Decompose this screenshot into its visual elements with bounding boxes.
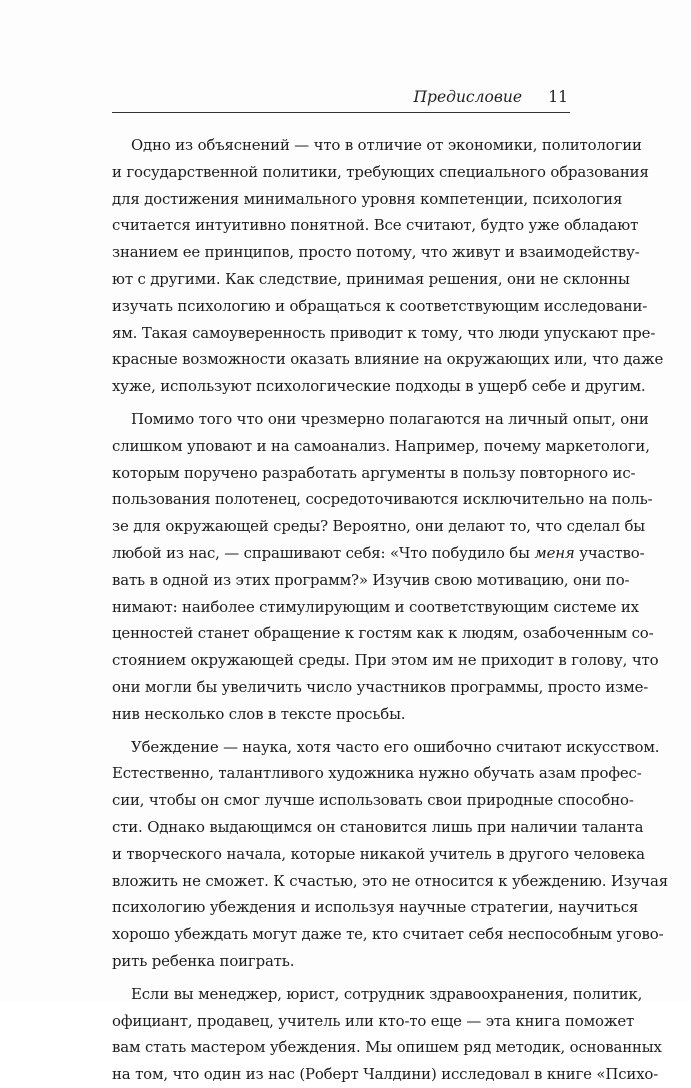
text-line: изучать психологию и обращаться к соответствующим исследовани- bbox=[112, 296, 648, 315]
text-line: сти. Однако выдающимся он становится лишь при наличии таланта bbox=[112, 817, 644, 836]
text-line: официант, продавец, учитель или кто-то еще — эта книга поможет bbox=[112, 1011, 635, 1030]
text-line: ям. Такая самоуверенность приводит к тому, что люди упускают пре- bbox=[112, 323, 656, 342]
text-line: хуже, используют психологические подходы в ущерб себе и другим. bbox=[112, 377, 646, 396]
text-line: на том, что один из нас (Роберт Чалдини) исследовал в книге «Психо- bbox=[112, 1065, 659, 1084]
page-header bbox=[112, 86, 570, 114]
text-line: нимают: наиболее стимулирующим и соответствующим системе их bbox=[112, 597, 639, 616]
text-line: ют с другими. Как следствие, принимая решения, они не склонны bbox=[112, 269, 630, 288]
text-line: вложить не сможет. К счастью, это не относится к убеждению. Изучая bbox=[112, 871, 668, 890]
text-line: нив несколько слов в тексте просьбы. bbox=[112, 704, 406, 723]
text-line: и творческого начала, которые никакой учитель в другого человека bbox=[112, 844, 645, 863]
text-line: рить ребенка поиграть. bbox=[112, 951, 295, 970]
text-line: вам стать мастером убеждения. Мы опишем ряд методик, основанных bbox=[112, 1038, 662, 1057]
running-head: Предисловие bbox=[413, 88, 522, 106]
line-text: вать bbox=[112, 570, 146, 589]
line-text: любой из нас, — спрашивают себя: «Что побудило бы bbox=[112, 543, 530, 562]
text-line: Помимо того что они чрезмерно полагаются на личный опыт, они bbox=[131, 409, 649, 428]
text-line: знанием ее принципов, просто потому, что живут и взаимодейству- bbox=[112, 243, 640, 262]
text-line: психологию убеждения и используя научные стратегии, научиться bbox=[112, 898, 639, 917]
header-rule bbox=[112, 112, 570, 113]
text-line: они могли бы увеличить число участников программы, просто измe- bbox=[112, 677, 649, 696]
text-line: сии, чтобы он смог лучше использовать свои природные способно- bbox=[112, 791, 634, 810]
page-number: 11 bbox=[548, 88, 568, 106]
body-text bbox=[112, 132, 668, 1088]
text-line: зе для окружающей среды? Вероятно, они делают то, что сделал бы bbox=[112, 517, 645, 536]
text-line: для достижения минимального уровня компетенции, психология bbox=[112, 189, 623, 208]
italic-word: меня bbox=[534, 543, 575, 562]
text-line: красные возможности оказать влияние на окружающих или, что даже bbox=[112, 350, 664, 369]
text-line: пользования полотенец, сосредоточиваются исключительно на поль- bbox=[112, 490, 653, 509]
line-text: в одной из этих программ?» Изучив свою мотивацию, они по- bbox=[149, 570, 630, 589]
text-line: стоянием окружающей среды. При этом им не приходит в голову, что bbox=[112, 651, 659, 670]
text-line: Если вы менеджер, юрист, сотрудник здравоохранения, политик, bbox=[131, 984, 643, 1003]
text-line-with-italic bbox=[112, 540, 645, 567]
text-line bbox=[112, 567, 630, 594]
text-line: Естественно, талантливого художника нужно обучать азам профес- bbox=[112, 764, 642, 783]
text-line: хорошо убеждать могут даже те, кто считает себя неспособным угово- bbox=[112, 925, 664, 944]
line-text: участво- bbox=[579, 543, 645, 562]
text-line: слишком уповают и на самоанализ. Например, почему маркетологи, bbox=[112, 436, 650, 455]
text-line: которым поручено разработать аргументы в пользу повторного ис- bbox=[112, 463, 636, 482]
text-line: ценностей станет обращение к гостям как к людям, озабоченным со- bbox=[112, 624, 654, 643]
text-line: считается интуитивно понятной. Все считают, будто уже обладают bbox=[112, 216, 639, 235]
text-line: Убеждение — наука, хотя часто его ошибочно считают искусством. bbox=[131, 737, 660, 756]
text-line: и государственной политики, требующих специального образования bbox=[112, 162, 649, 181]
text-line: Одно из объяснений — что в отличие от экономики, политологии bbox=[131, 136, 642, 154]
